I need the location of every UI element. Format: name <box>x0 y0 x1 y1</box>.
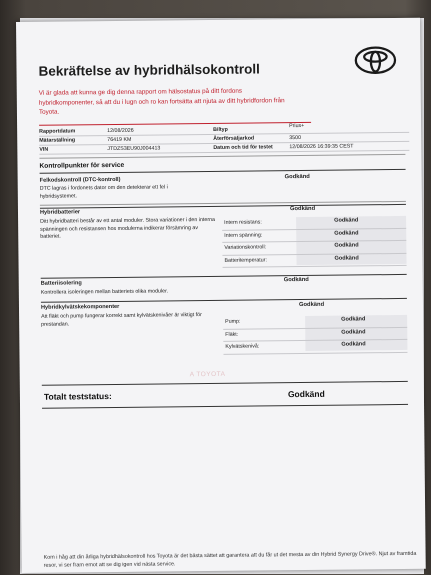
total-label: Totalt teststatus: <box>43 391 112 402</box>
total-value: Godkänd <box>287 388 325 400</box>
item-label: Batteritemperatur: <box>224 256 267 264</box>
meta-key: Datum och tid för testet <box>213 144 273 151</box>
check-insulation <box>41 277 407 299</box>
item-label: Variationskontroll: <box>224 244 267 251</box>
status-badge: Godkänd <box>289 205 316 213</box>
meta-value: Prius+ <box>289 122 305 130</box>
check-dtc <box>40 174 406 204</box>
item-label: Kylvätskenivå: <box>225 343 260 350</box>
check-cooling <box>41 301 408 363</box>
check-desc: Att fläkt och pump fungerar korrekt samt kylvätskenivåer är viktigt för prestandan. <box>41 312 202 328</box>
meta-value: JTDZS3EU90J004413 <box>107 145 161 153</box>
meta-value: 12/08/2026 <box>107 127 134 135</box>
item-label: Fläkt: <box>225 331 239 338</box>
item-label: Intern resistans: <box>224 219 262 226</box>
meta-value: 12/08/2026 16:39:35 CEST <box>289 143 354 151</box>
section-heading: Kontrollpunkter för service <box>39 161 125 170</box>
meta-key: Återförsäljarkod <box>213 135 255 142</box>
check-title: Felkodskontroll (DTC-kontroll) <box>39 176 121 184</box>
item-label: Intern spänning: <box>224 231 263 239</box>
battery-items <box>222 216 407 268</box>
check-desc: DTC lagras i fordonets dator om den detekterar ett fel i hybridsystemet. <box>39 184 168 200</box>
meta-key: Biltyp <box>213 126 228 133</box>
meta-key: Mätarställning <box>39 137 76 144</box>
footer-text: Kom i håg att din årliga hybridhälsokontroll hos Toyota är det bästa sättet att garantera att du får ut det mesta av din Hybrid Synergy Drive®. Njut av framtida resor, vi ser fram emot att se dig igen vid nästa service. <box>43 550 417 569</box>
item-value: Godkänd <box>334 242 359 249</box>
divider <box>42 381 408 386</box>
divider <box>40 169 406 174</box>
meta-value: 3500 <box>289 135 302 142</box>
meta-value: 76419 KM <box>107 136 132 144</box>
item-value: Godkänd <box>334 229 359 237</box>
check-title: Batteriisolering <box>40 280 82 287</box>
status-badge: Godkänd <box>283 276 309 284</box>
status-badge: Godkänd <box>284 173 310 181</box>
check-title: Hybridkylvätskekomponenter <box>40 303 120 311</box>
document-title: Bekräftelse av hybridhälsokontroll <box>38 61 260 79</box>
meta-table <box>39 124 409 155</box>
item-value: Godkänd <box>334 254 359 262</box>
report-sheet <box>16 18 426 573</box>
check-title: Hybridbatterier <box>39 209 81 216</box>
check-desc: Ditt hybridbatteri består av ett antal moduler. Stora variationer i den interna spänningen och resistansen hos modulerna indikerar försämring av batteriet. <box>40 216 216 240</box>
item-value: Godkänd <box>341 328 366 336</box>
check-battery <box>40 206 407 276</box>
list-item <box>223 340 407 354</box>
meta-key: VIN <box>39 146 49 153</box>
total-status <box>44 388 410 402</box>
status-badge: Godkänd <box>298 301 325 309</box>
intro-text: Vi är glada att kunna ge dig denna rapport om hälsostatus på ditt fordons hybridkomponenter, så att du i lugn och ro kan fortsätta att njuta av ditt hybridfordon från Toyota. <box>38 87 285 116</box>
divider <box>39 154 405 159</box>
item-value: Godkänd <box>341 316 366 323</box>
toyota-logo <box>354 46 396 74</box>
item-label: Pump: <box>225 318 241 325</box>
check-desc: Kontrollera isoleringen mellan batteriets olika moduler. <box>40 288 169 296</box>
item-value: Godkänd <box>341 341 366 348</box>
divider <box>42 404 408 409</box>
item-value: Godkänd <box>334 217 359 224</box>
cooling-items <box>223 315 407 354</box>
meta-key: Rapportdatum <box>39 128 76 135</box>
watermark: A TOYOTA <box>189 370 226 379</box>
list-item <box>222 253 406 267</box>
